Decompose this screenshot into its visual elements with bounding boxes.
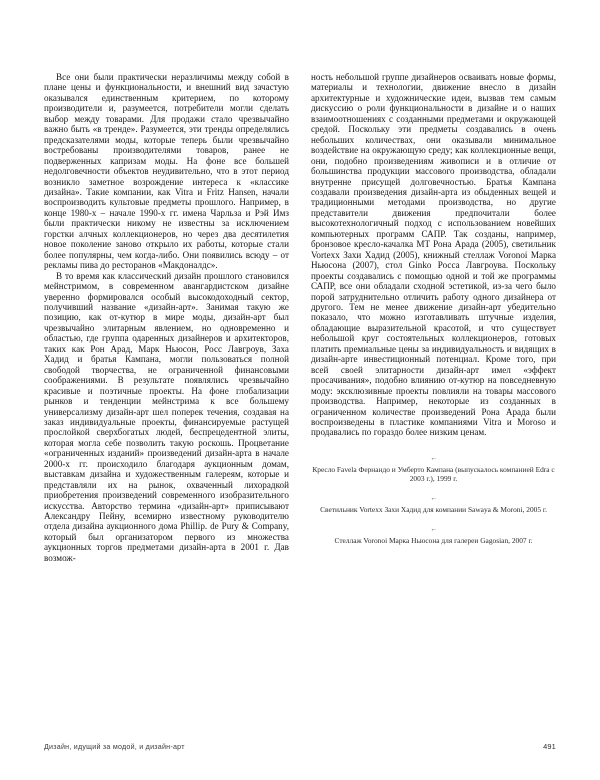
page-number: 491 <box>543 742 556 751</box>
footnote-arrow-icon: ← <box>430 495 437 503</box>
left-text-column <box>44 72 289 720</box>
paragraph: В то время как классический дизайн прошлого становился мейнстримом, в современном авангардистском дизайне уверенно формировался особый высокодоходный сектор, получивший название «дизайн-арт». Занимая такую же позицию, как от-кутюр в мире моды, дизайн-арт был чрезвычайно элитарным явлением, но одновременно и областью, где группа одаренных дизайнеров и архитекторов, таких как Рон Арад, Марк Ньюсон, Росс Лавгроув, Заха Хадид и братья Кампана, могли пользоваться полной свободой творчества, не ограниченной финансовыми соображениями. В результате появлялись чрезвычайно красивые и поэтичные проекты. На фоне глобализации рынков и тенденции мейнстрима к все большему универсализму дизайн-арт шел поперек течения, создавая на заказ индивидуальные проекты, финансируемые растущей прослойкой сверхбогатых людей, беспрецедентной элиты, которая могла себе позволить такую роскошь. Процветание «ограниченных изданий» произведений дизайн-арта в начале 2000-х гг. происходило благодаря аукционным домам, выставкам дизайна и художественным галереям, которые и представляли их на рынок, охваченный лихорадкой приобретения произведений современного изобразительного искусства. Авторство термина «дизайн-арт» приписывают Александру Пейну, всемирно известному руководителю отдела дизайна аукционного дома Phillip. de Pury & Company, который был организатором первого из множества аукционных торгов предметами дизайн-арта в 2001 г. Дав возмож- <box>44 270 289 563</box>
footnote-arrow-icon: ← <box>430 454 437 462</box>
page-content <box>44 72 556 720</box>
footnote-item <box>311 494 556 514</box>
running-footer <box>44 742 556 751</box>
paragraph: ность небольшой группе дизайнеров осваивать новые формы, материалы и технологии, движение внесло в дизайн архитектурные и художнические идеи, вызвав тем самым дискуссию о роли функциональности в дизайне и о наших взаимоотношениях с созданными предметами и окружающей средой. Поскольку эти предметы создавались в очень небольших количествах, они оказывали минимальное воздействие на окружающую среду; как коллекционные вещи, они, подобно произведениям живописи и в отличие от большинства продукции массового производства, обладали внутренне присущей долговечностью. Братья Кампана создавали произведения дизайн-арта из обыденных вещей и традиционными методами производства, но другие представители движения предпочитали более высокотехнологичный подход с использованием новейших компьютерных программ САПР. Так созданы, например, бронзовое кресло-качалка MT Рона Арада (2005), светильник Vortexx Захи Хадид (2005), книжный стеллаж Voronoi Марка Ньюсона (2007), стол Ginko Росса Лавгроува. Поскольку проекты создавались с помощью одной и той же программы САПР, все они обладали сходной эстетикой, из-за чего было порой затруднительно отличить работу одного дизайнера от другого. Тем не менее движение дизайн-арт убедительно показало, что можно изготавливать штучные изделия, обладающие выразительной красотой, и что существует небольшой круг состоятельных коллекционеров, готовых платить премиальные цены за индивидуальность и видящих в дизайн-арте инвестиционный потенциал. Кроме того, при всей своей элитарности дизайн-арт имел «эффект просачивания», подобно влиянию от-кутюр на повседневную моду: эксклюзивные проекты повлияли на товары массового производства. Например, некоторые из созданных в ограниченном количестве произведений Рона Арада были воспроизведены в пластике компаниями Vitra и Moroso и продавались по гораздо более низким ценам. <box>311 72 556 438</box>
right-text-column <box>311 72 556 720</box>
footnote-caption: Светильник Vortexx Захи Хадид для компании Sawaya & Moroni, 2005 г. <box>320 505 547 515</box>
footnote-caption: Стеллаж Voronoi Марка Ньюсона для галереи Gagosian, 2007 г. <box>334 536 533 546</box>
footer-chapter-title: Дизайн, идущий за модой, и дизайн-арт <box>44 743 185 751</box>
paragraph: Все они были практически неразличимы между собой в плане цены и функциональности, и внешний вид зачастую оказывался единственным критерием, по которому производители и, разумеется, потребители могли сделать выбор между товарами. Для продажи стало чрезвычайно важно быть «в тренде». Разумеется, эти тренды определялись предсказателями моды, которые теперь были чрезвычайно востребованы производителями товаров, ранее не подверженных капризам моды. На фоне все большей недолговечности объектов неудивительно, что в этот период возникло заметное возрождение интереса к «классике дизайна». Такие компании, как Vitra и Fritz Hansen, начали воспроизводить культовые предметы прошлого. Например, в конце 1980-х – начале 1990-х гг. имена Чарльза и Рэй Имз были практически никому не известны за исключением горстки алчных коллекционеров, но через два десятилетия новое поколение заново открыло их работы, которые стали более популярны, чем когда-либо. Они появились всюду – от рекламы пива до ресторанов «Макдоналдс». <box>44 72 289 271</box>
footnote-arrow-icon: ← <box>430 526 437 534</box>
footnote-item <box>311 525 556 545</box>
footnote-list <box>311 452 556 557</box>
footnote-caption: Кресло Favela Фернандо и Умберто Кампана (выпускалось компанией Edra с 2003 г.), 1999 г. <box>312 464 555 484</box>
footnote-item <box>311 454 556 483</box>
